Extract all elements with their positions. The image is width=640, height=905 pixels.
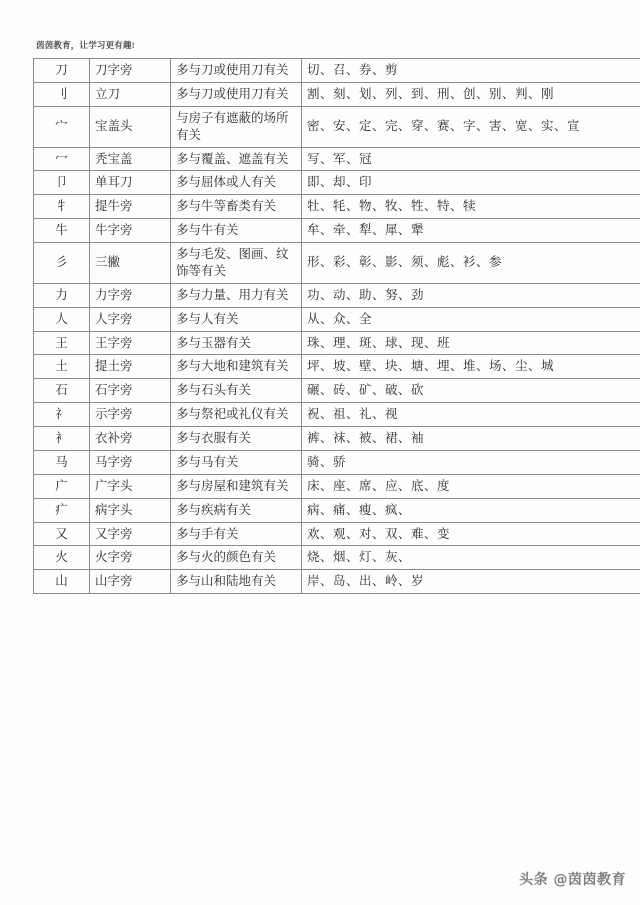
radical-glyph: 又 [34,522,90,546]
table-row [34,379,640,403]
radical-glyph: 牜 [34,195,90,219]
radical-meaning: 多与覆盖、遮盖有关 [171,147,302,171]
radical-glyph: 牛 [34,219,90,243]
radical-name: 广字头 [90,474,171,498]
radical-examples: 切、召、券、剪 [302,59,640,83]
radical-meaning: 多与牛有关 [171,219,302,243]
radical-glyph: 刂 [34,82,90,106]
table-row [34,171,640,195]
radical-meaning: 多与大地和建筑有关 [171,355,302,379]
radical-glyph: 广 [34,474,90,498]
table-row [34,59,640,83]
radical-examples: 密、安、定、完、穿、赛、字、害、宽、实、宣 [302,106,640,147]
table-row [34,427,640,451]
radical-examples: 祝、祖、礼、视 [302,403,640,427]
radical-examples: 珠、理、斑、球、现、班 [302,331,640,355]
radical-meaning: 多与玉器有关 [171,331,302,355]
table-row [34,307,640,331]
radical-name: 马字旁 [90,450,171,474]
radical-name: 山字旁 [90,570,171,594]
radical-glyph: 冖 [34,147,90,171]
radical-name: 提牛旁 [90,195,171,219]
radical-name: 王字旁 [90,331,171,355]
radical-examples: 岸、岛、出、岭、岁 [302,570,640,594]
radical-glyph: 王 [34,331,90,355]
radical-glyph: 马 [34,450,90,474]
radical-glyph: 礻 [34,403,90,427]
table-row [34,474,640,498]
header-note: 茵茵教育，让学习更有趣! [36,40,135,50]
radical-name: 刀字旁 [90,59,171,83]
table-row [34,355,640,379]
radical-meaning: 多与石头有关 [171,379,302,403]
radical-meaning: 多与疾病有关 [171,498,302,522]
radical-examples: 欢、观、对、双、难、变 [302,522,640,546]
radical-meaning: 多与火的颜色有关 [171,546,302,570]
table-row [34,219,640,243]
table-row [34,522,640,546]
table-row [34,546,640,570]
radical-examples: 骑、骄 [302,450,640,474]
radical-examples: 病、痛、瘦、疯、 [302,498,640,522]
table-row [34,243,640,284]
radical-name: 又字旁 [90,522,171,546]
table-row [34,331,640,355]
radical-examples: 形、彩、彰、影、须、彪、衫、参 [302,243,640,284]
radical-name: 力字旁 [90,283,171,307]
radical-meaning: 多与牛等畜类有关 [171,195,302,219]
radical-examples: 碾、砖、矿、破、砍 [302,379,640,403]
radical-examples: 坪、坡、壁、块、塘、埋、堆、场、尘、城 [302,355,640,379]
radical-name: 病字头 [90,498,171,522]
radical-meaning: 多与房屋和建筑有关 [171,474,302,498]
footer-watermark: 头条 @茵茵教育 [519,872,626,888]
radical-examples: 牡、牦、物、牧、牲、特、犊 [302,195,640,219]
radical-glyph: 山 [34,570,90,594]
radical-name: 立刀 [90,82,171,106]
radical-glyph: 彡 [34,243,90,284]
radical-name: 人字旁 [90,307,171,331]
radical-name: 石字旁 [90,379,171,403]
radical-examples: 裤、袜、被、裙、袖 [302,427,640,451]
radical-examples: 烧、烟、灯、灰、 [302,546,640,570]
radical-table-body [34,59,640,594]
radical-name: 衣补旁 [90,427,171,451]
radical-glyph: 石 [34,379,90,403]
table-row [34,403,640,427]
radical-examples: 割、刻、划、列、到、刑、创、别、判、刚 [302,82,640,106]
radical-meaning: 多与毛发、图画、纹饰等有关 [171,243,302,284]
radical-name: 提土旁 [90,355,171,379]
radical-meaning: 多与刀或使用刀有关 [171,82,302,106]
radical-meaning: 多与衣服有关 [171,427,302,451]
table-row [34,82,640,106]
radical-name: 三撇 [90,243,171,284]
radical-meaning: 多与祭祀或礼仪有关 [171,403,302,427]
radical-name: 示字旁 [90,403,171,427]
radical-glyph: 土 [34,355,90,379]
radical-glyph: 火 [34,546,90,570]
radical-meaning: 多与马有关 [171,450,302,474]
radical-table [33,58,640,594]
radical-name: 单耳刀 [90,171,171,195]
radical-glyph: 力 [34,283,90,307]
radical-examples: 写、军、冠 [302,147,640,171]
radical-examples: 床、座、席、应、底、度 [302,474,640,498]
radical-meaning: 多与山和陆地有关 [171,570,302,594]
radical-glyph: 刀 [34,59,90,83]
radical-name: 宝盖头 [90,106,171,147]
radical-examples: 从、众、全 [302,307,640,331]
table-row [34,498,640,522]
radical-glyph: 人 [34,307,90,331]
table-row [34,283,640,307]
radical-examples: 即、却、印 [302,171,640,195]
radical-meaning: 多与手有关 [171,522,302,546]
radical-meaning: 多与力量、用力有关 [171,283,302,307]
radical-glyph: 衤 [34,427,90,451]
radical-name: 牛字旁 [90,219,171,243]
table-row [34,450,640,474]
table-row [34,147,640,171]
radical-meaning: 与房子有遮蔽的场所有关 [171,106,302,147]
radical-name: 火字旁 [90,546,171,570]
radical-examples: 功、动、助、努、劲 [302,283,640,307]
radical-glyph: 卩 [34,171,90,195]
table-row [34,570,640,594]
radical-glyph: 宀 [34,106,90,147]
radical-meaning: 多与刀或使用刀有关 [171,59,302,83]
radical-examples: 牟、牵、犁、犀、犟 [302,219,640,243]
radical-meaning: 多与人有关 [171,307,302,331]
radical-meaning: 多与屈体或人有关 [171,171,302,195]
radical-name: 秃宝盖 [90,147,171,171]
table-row [34,106,640,147]
radical-glyph: 疒 [34,498,90,522]
table-row [34,195,640,219]
